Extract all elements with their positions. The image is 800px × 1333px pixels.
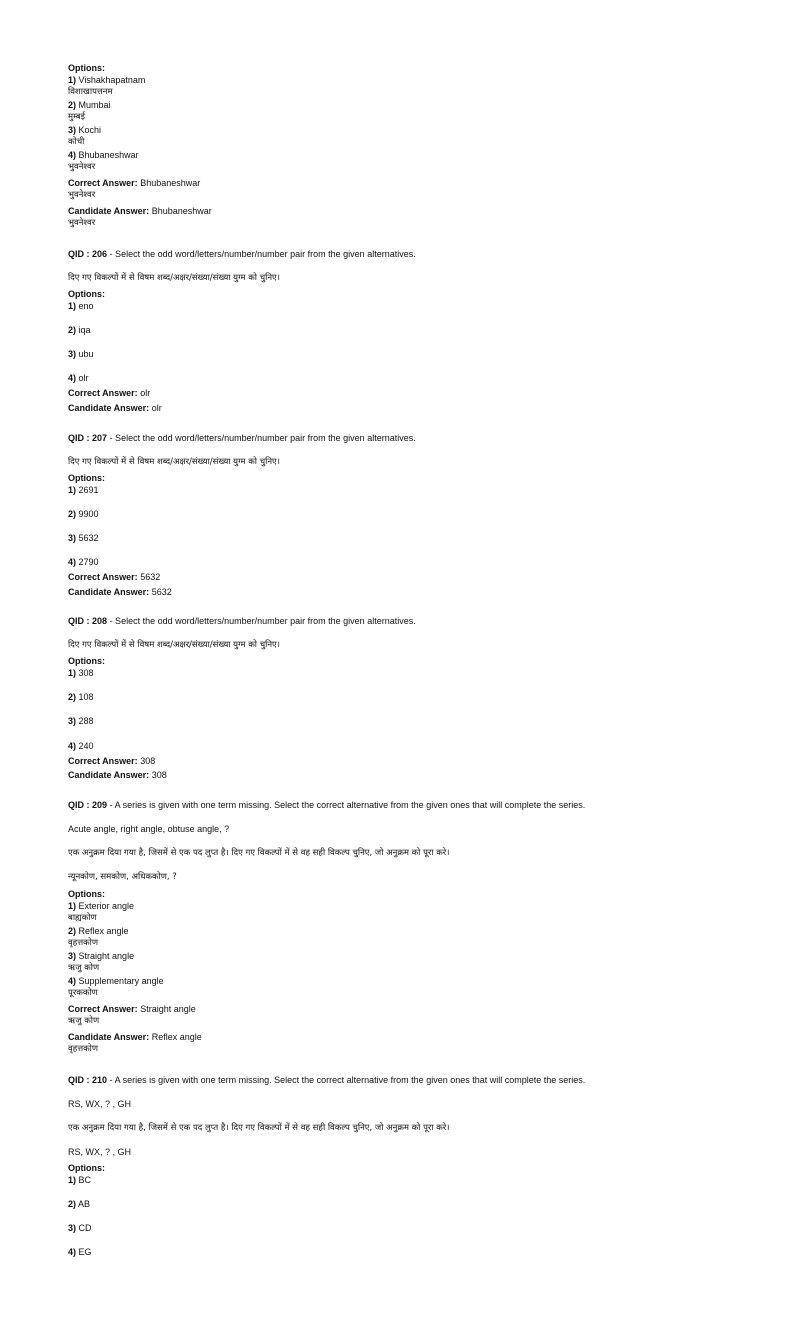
question-text-hindi: दिए गए विकल्पों में से विषम शब्द/अक्षर/संख्या/संख्या युग्म को चुनिए। bbox=[68, 273, 280, 283]
question-text: QID : 208 - Select the odd word/letters/number/number pair from the given alternatives. bbox=[68, 616, 416, 626]
correct-answer: Correct Answer: Bhubaneshwar bbox=[68, 178, 201, 188]
question-text: QID : 206 - Select the odd word/letters/number/number pair from the given alternatives. bbox=[68, 249, 416, 259]
candidate-answer-hindi: भुवनेश्वर bbox=[68, 218, 96, 228]
option-3: 3) Straight angle bbox=[68, 951, 135, 961]
option-3: 3) 288 bbox=[68, 716, 94, 726]
option-3: 3) ubu bbox=[68, 349, 94, 359]
question-series: Acute angle, right angle, obtuse angle, ? bbox=[68, 824, 230, 834]
option-4: 4) olr bbox=[68, 373, 89, 383]
question-text: QID : 207 - Select the odd word/letters/number/number pair from the given alternatives. bbox=[68, 433, 416, 443]
option-3: 3) CD bbox=[68, 1223, 92, 1233]
options-label: Options: bbox=[68, 63, 105, 73]
question-series-hindi: न्यूनकोण, समकोण, अधिककोण, ? bbox=[68, 872, 177, 882]
option-2: 2) 9900 bbox=[68, 509, 99, 519]
candidate-answer-hindi: वृहत्तकोण bbox=[68, 1044, 98, 1054]
candidate-answer: Candidate Answer: 5632 bbox=[68, 587, 172, 597]
question-text-hindi: दिए गए विकल्पों में से विषम शब्द/अक्षर/संख्या/संख्या युग्म को चुनिए। bbox=[68, 640, 280, 650]
correct-answer: Correct Answer: 5632 bbox=[68, 572, 161, 582]
option-1: 1) 2691 bbox=[68, 485, 99, 495]
option-4: 4) 240 bbox=[68, 741, 94, 751]
option-1-hindi: विशाखापत्तनम bbox=[68, 87, 113, 97]
option-1: 1) eno bbox=[68, 301, 94, 311]
option-3-hindi: ऋजु कोण bbox=[68, 963, 100, 973]
options-label: Options: bbox=[68, 473, 105, 483]
correct-answer-hindi: ऋजु कोण bbox=[68, 1016, 100, 1026]
option-2: 2) AB bbox=[68, 1199, 91, 1209]
option-1: 1) Exterior angle bbox=[68, 901, 135, 911]
candidate-answer: Candidate Answer: Reflex angle bbox=[68, 1032, 202, 1042]
options-label: Options: bbox=[68, 656, 105, 666]
option-2-hindi: मुम्बई bbox=[68, 112, 85, 122]
option-2: 2) Mumbai bbox=[68, 100, 111, 110]
option-4: 4) Supplementary angle bbox=[68, 976, 164, 986]
option-4-hindi: भुवनेश्वर bbox=[68, 162, 96, 172]
correct-answer-hindi: भुवनेश्वर bbox=[68, 190, 96, 200]
candidate-answer: Candidate Answer: Bhubaneshwar bbox=[68, 206, 212, 216]
option-4: 4) 2790 bbox=[68, 557, 99, 567]
option-2: 2) 108 bbox=[68, 692, 94, 702]
option-3: 3) 5632 bbox=[68, 533, 99, 543]
question-text-hindi: दिए गए विकल्पों में से विषम शब्द/अक्षर/संख्या/संख्या युग्म को चुनिए। bbox=[68, 457, 280, 467]
correct-answer: Correct Answer: 308 bbox=[68, 756, 156, 766]
question-text: QID : 210 - A series is given with one term missing. Select the correct alternative from the given ones that will complete the series. bbox=[68, 1075, 586, 1085]
option-4: 4) EG bbox=[68, 1247, 92, 1257]
option-3: 3) Kochi bbox=[68, 125, 102, 135]
option-2-hindi: वृहत्तकोण bbox=[68, 938, 98, 948]
option-4: 4) Bhubaneshwar bbox=[68, 150, 139, 160]
candidate-answer: Candidate Answer: 308 bbox=[68, 770, 167, 780]
correct-answer: Correct Answer: Straight angle bbox=[68, 1004, 196, 1014]
correct-answer: Correct Answer: olr bbox=[68, 388, 151, 398]
options-label: Options: bbox=[68, 1163, 105, 1173]
option-1: 1) BC bbox=[68, 1175, 92, 1185]
option-2: 2) Reflex angle bbox=[68, 926, 129, 936]
question-text: QID : 209 - A series is given with one term missing. Select the correct alternative from the given ones that will complete the series. bbox=[68, 800, 586, 810]
question-series: RS, WX, ? , GH bbox=[68, 1099, 132, 1109]
option-3-hindi: कोची bbox=[68, 137, 85, 147]
options-label: Options: bbox=[68, 289, 105, 299]
option-1-hindi: बाह्यकोण bbox=[68, 913, 97, 923]
question-text-hindi: एक अनुक्रम दिया गया है, जिसमें से एक पद लुप्त है। दिए गए विकल्पों में से वह सही विकल्प चुनिए, जो अनुक्रम को पूरा करे। bbox=[68, 1123, 450, 1133]
question-text-hindi: एक अनुक्रम दिया गया है, जिसमें से एक पद लुप्त है। दिए गए विकल्पों में से वह सही विकल्प चुनिए, जो अनुक्रम को पूरा करे। bbox=[68, 848, 450, 858]
option-1: 1) Vishakhapatnam bbox=[68, 75, 146, 85]
candidate-answer: Candidate Answer: olr bbox=[68, 403, 162, 413]
options-label: Options: bbox=[68, 889, 105, 899]
option-1: 1) 308 bbox=[68, 668, 94, 678]
question-series-hindi: RS, WX, ? , GH bbox=[68, 1147, 132, 1157]
option-4-hindi: पूरककोण bbox=[68, 988, 98, 998]
option-2: 2) iqa bbox=[68, 325, 91, 335]
